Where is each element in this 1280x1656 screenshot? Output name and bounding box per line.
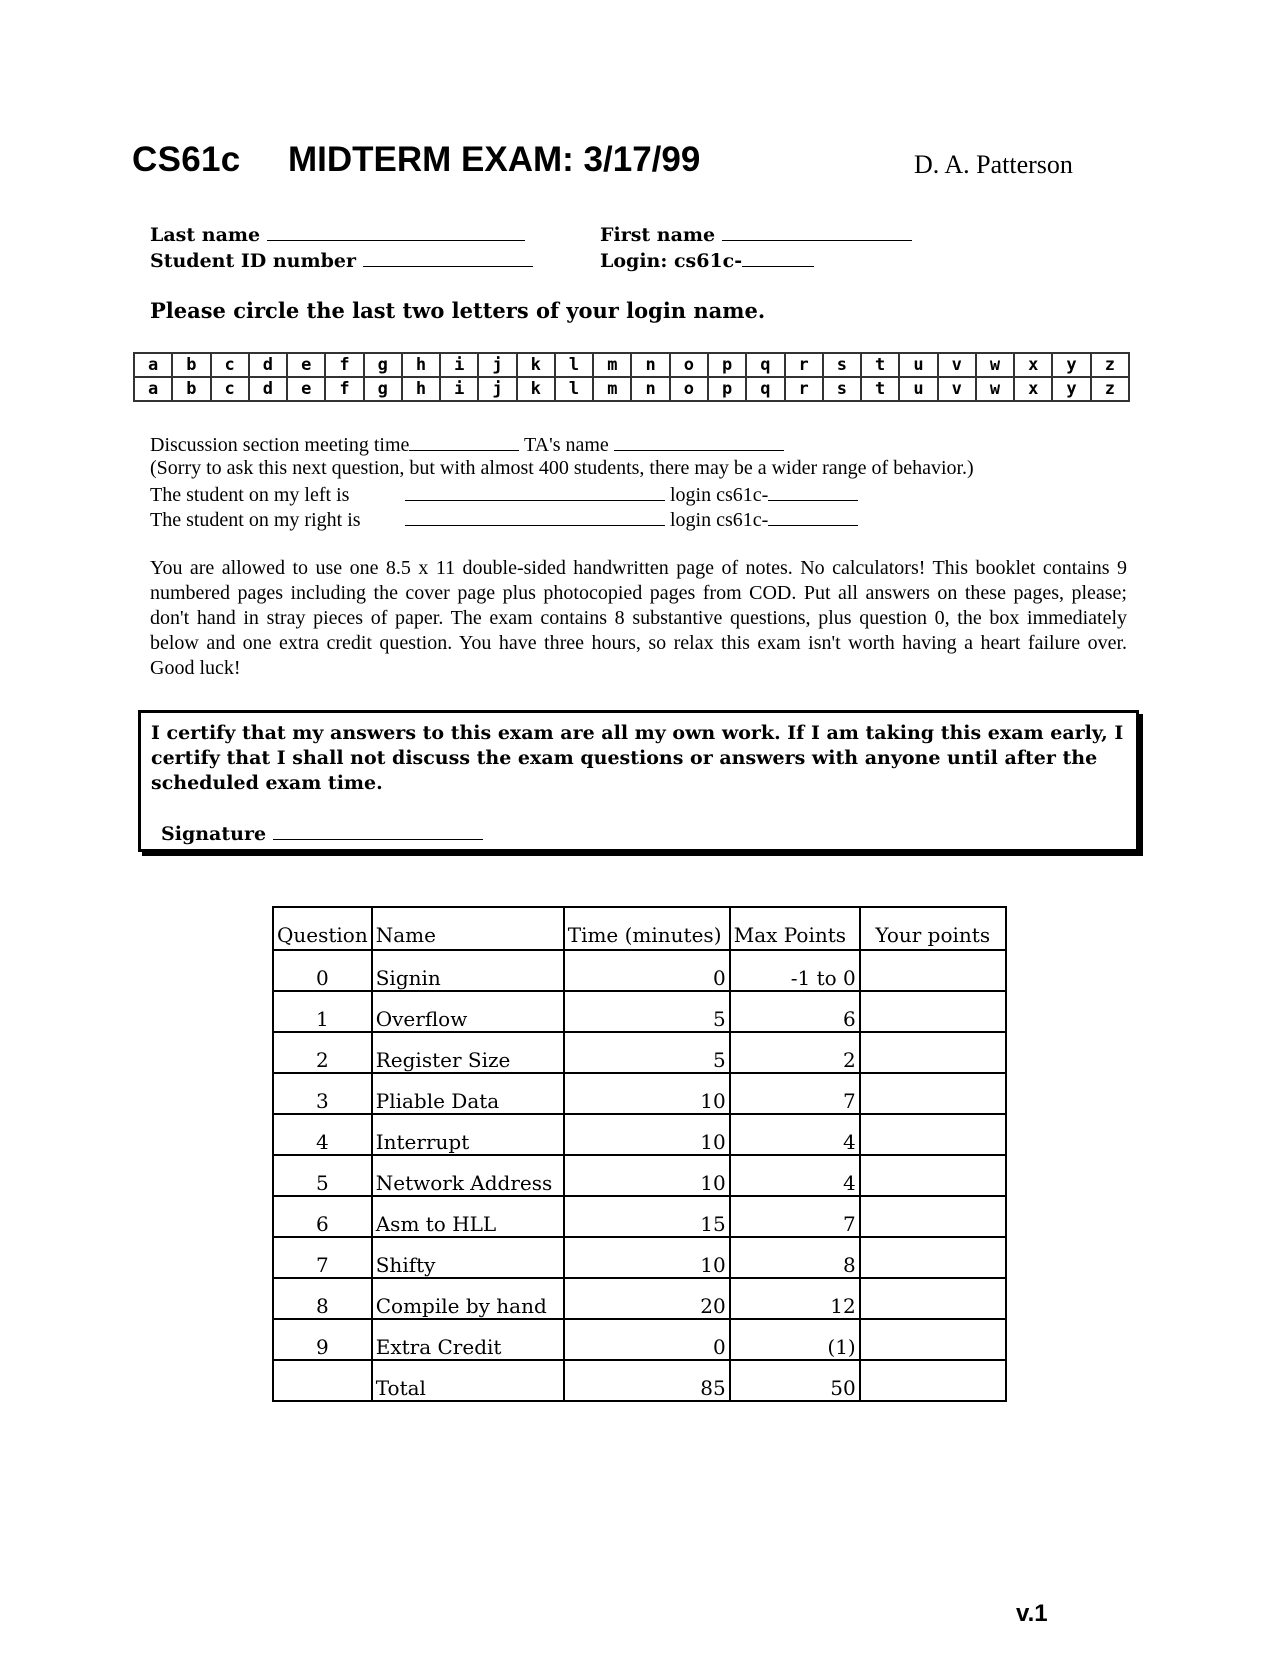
letter-cell-2-d[interactable]: d xyxy=(249,377,287,401)
letter-cell-1-s[interactable]: s xyxy=(823,353,861,377)
right-login-label: login cs61c- xyxy=(670,509,769,531)
letter-cell-2-j[interactable]: j xyxy=(478,377,516,401)
letter-cell-2-w[interactable]: w xyxy=(976,377,1014,401)
left-student-label: The student on my left is xyxy=(150,484,350,506)
letter-cell-1-n[interactable]: n xyxy=(631,353,669,377)
letter-cell-1-b[interactable]: b xyxy=(172,353,210,377)
question-cell: 9 xyxy=(273,1319,372,1360)
letter-cell-2-i[interactable]: i xyxy=(440,377,478,401)
letter-cell-1-p[interactable]: p xyxy=(708,353,746,377)
time-cell: 5 xyxy=(564,991,730,1032)
question-cell: 8 xyxy=(273,1278,372,1319)
letter-row-first xyxy=(134,353,1129,377)
exam-instructions: You are allowed to use one 8.5 x 11 double-sided handwritten page of notes. No calculators! This booklet contains 9 numbered pages including the cover page plus photocopied pages from COD. Put all answers on these pages, please; don't hand in stray pieces of paper. The exam contains 8 substantive questions, plus question 0, the box immediately below and one extra credit question. You have three hours, so relax this exam isn't worth having a heart failure over. Good luck! xyxy=(150,557,1127,679)
section-time-blank[interactable] xyxy=(409,432,519,451)
your-points-cell[interactable] xyxy=(860,1196,1006,1237)
letter-cell-1-l[interactable]: l xyxy=(555,353,593,377)
first-name-label: First name xyxy=(600,224,716,246)
letter-cell-1-a[interactable]: a xyxy=(134,353,172,377)
your-points-cell[interactable] xyxy=(860,950,1006,991)
name-cell: Register Size xyxy=(372,1032,564,1073)
time-cell: 0 xyxy=(564,1319,730,1360)
student-id-label: Student ID number xyxy=(150,250,356,272)
letter-cell-2-m[interactable]: m xyxy=(593,377,631,401)
letter-cell-2-r[interactable]: r xyxy=(785,377,823,401)
table-row xyxy=(273,1237,1006,1278)
letter-row-second xyxy=(134,377,1129,401)
name-cell: Asm to HLL xyxy=(372,1196,564,1237)
letter-cell-1-h[interactable]: h xyxy=(402,353,440,377)
letter-cell-2-b[interactable]: b xyxy=(172,377,210,401)
time-cell: 20 xyxy=(564,1278,730,1319)
name-cell: Overflow xyxy=(372,991,564,1032)
max-points-cell: 50 xyxy=(730,1360,860,1401)
first-name-blank[interactable] xyxy=(722,222,912,241)
name-cell: Shifty xyxy=(372,1237,564,1278)
letter-cell-2-u[interactable]: u xyxy=(899,377,937,401)
letter-cell-1-t[interactable]: t xyxy=(861,353,899,377)
certification-box xyxy=(138,710,1139,852)
certification-text: I certify that my answers to this exam are all my own work. If I am taking this exam early, I certify that I shall not discuss the exam questions or answers with anyone until after the scheduled exam time. xyxy=(151,722,1124,794)
time-cell: 10 xyxy=(564,1237,730,1278)
your-points-cell[interactable] xyxy=(860,991,1006,1032)
ta-name-blank[interactable] xyxy=(614,432,784,451)
max-points-cell: 7 xyxy=(730,1073,860,1114)
question-cell: 3 xyxy=(273,1073,372,1114)
left-login-blank[interactable] xyxy=(768,482,858,501)
circle-instruction: Please circle the last two letters of your login name. xyxy=(150,298,766,323)
table-row xyxy=(273,1360,1006,1401)
letter-cell-2-e[interactable]: e xyxy=(287,377,325,401)
question-cell: 2 xyxy=(273,1032,372,1073)
signature-blank[interactable] xyxy=(273,821,483,840)
letter-cell-2-x[interactable]: x xyxy=(1014,377,1052,401)
your-points-cell[interactable] xyxy=(860,1237,1006,1278)
time-cell: 0 xyxy=(564,950,730,991)
table-row xyxy=(273,1073,1006,1114)
last-name-label: Last name xyxy=(150,224,261,246)
name-cell: Network Address xyxy=(372,1155,564,1196)
letter-cell-2-k[interactable]: k xyxy=(517,377,555,401)
student-id-field xyxy=(150,248,533,272)
letter-cell-1-o[interactable]: o xyxy=(670,353,708,377)
author-name: D. A. Patterson xyxy=(914,150,1073,179)
letter-cell-2-y[interactable]: y xyxy=(1052,377,1090,401)
your-points-cell[interactable] xyxy=(860,1073,1006,1114)
question-cell: 1 xyxy=(273,991,372,1032)
max-points-cell: 8 xyxy=(730,1237,860,1278)
name-cell: Pliable Data xyxy=(372,1073,564,1114)
login-label: Login: cs61c- xyxy=(600,250,743,272)
your-points-cell[interactable] xyxy=(860,1278,1006,1319)
login-field xyxy=(600,248,814,272)
login-letter-grid xyxy=(133,352,1130,402)
question-cell: 0 xyxy=(273,950,372,991)
letter-cell-2-a[interactable]: a xyxy=(134,377,172,401)
score-table-header xyxy=(273,907,1006,950)
max-points-cell: 2 xyxy=(730,1032,860,1073)
name-cell: Extra Credit xyxy=(372,1319,564,1360)
your-points-cell[interactable] xyxy=(860,1155,1006,1196)
left-student-line xyxy=(150,482,858,507)
apology-note: (Sorry to ask this next question, but with almost 400 students, there may be a wider range of behavior.) xyxy=(150,457,974,479)
right-student-line xyxy=(150,507,858,532)
header-max-points: Max Points xyxy=(730,907,860,950)
max-points-cell: (1) xyxy=(730,1319,860,1360)
last-name-field xyxy=(150,222,525,246)
table-row xyxy=(273,950,1006,991)
letter-cell-1-i[interactable]: i xyxy=(440,353,478,377)
letter-cell-2-o[interactable]: o xyxy=(670,377,708,401)
letter-cell-1-x[interactable]: x xyxy=(1014,353,1052,377)
letter-cell-2-v[interactable]: v xyxy=(938,377,976,401)
table-row xyxy=(273,1278,1006,1319)
course-code: CS61c xyxy=(132,140,241,179)
max-points-cell: -1 to 0 xyxy=(730,950,860,991)
letter-cell-1-v[interactable]: v xyxy=(938,353,976,377)
first-name-field xyxy=(600,222,912,246)
your-points-cell[interactable] xyxy=(860,1360,1006,1401)
name-cell: Total xyxy=(372,1360,564,1401)
ta-name-label: TA's name xyxy=(524,434,609,456)
letter-cell-2-c[interactable]: c xyxy=(211,377,249,401)
right-login-blank[interactable] xyxy=(768,507,858,526)
table-row xyxy=(273,1032,1006,1073)
letter-cell-1-w[interactable]: w xyxy=(976,353,1014,377)
letter-cell-2-n[interactable]: n xyxy=(631,377,669,401)
letter-cell-2-l[interactable]: l xyxy=(555,377,593,401)
question-cell: 5 xyxy=(273,1155,372,1196)
login-blank[interactable] xyxy=(742,248,814,267)
time-cell: 10 xyxy=(564,1114,730,1155)
letter-cell-2-s[interactable]: s xyxy=(823,377,861,401)
header-question: Question xyxy=(273,907,372,950)
right-student-blank[interactable] xyxy=(405,507,665,526)
your-points-cell[interactable] xyxy=(860,1114,1006,1155)
table-row xyxy=(273,1319,1006,1360)
time-cell: 5 xyxy=(564,1032,730,1073)
letter-cell-2-q[interactable]: q xyxy=(746,377,784,401)
letter-cell-2-z[interactable]: z xyxy=(1091,377,1129,401)
discussion-line xyxy=(150,432,784,457)
question-cell: 6 xyxy=(273,1196,372,1237)
table-row xyxy=(273,1155,1006,1196)
letter-cell-2-g[interactable]: g xyxy=(364,377,402,401)
question-cell xyxy=(273,1360,372,1401)
last-name-blank[interactable] xyxy=(267,222,525,241)
letter-cell-2-f[interactable]: f xyxy=(325,377,363,401)
letter-cell-1-g[interactable]: g xyxy=(364,353,402,377)
time-cell: 10 xyxy=(564,1073,730,1114)
letter-cell-2-h[interactable]: h xyxy=(402,377,440,401)
letter-cell-1-r[interactable]: r xyxy=(785,353,823,377)
right-student-label: The student on my right is xyxy=(150,509,361,531)
name-cell: Interrupt xyxy=(372,1114,564,1155)
max-points-cell: 4 xyxy=(730,1155,860,1196)
letter-cell-1-e[interactable]: e xyxy=(287,353,325,377)
max-points-cell: 4 xyxy=(730,1114,860,1155)
letter-cell-1-d[interactable]: d xyxy=(249,353,287,377)
time-cell: 85 xyxy=(564,1360,730,1401)
letter-cell-1-m[interactable]: m xyxy=(593,353,631,377)
name-cell: Signin xyxy=(372,950,564,991)
letter-cell-2-t[interactable]: t xyxy=(861,377,899,401)
time-cell: 10 xyxy=(564,1155,730,1196)
name-cell: Compile by hand xyxy=(372,1278,564,1319)
your-points-cell[interactable] xyxy=(860,1319,1006,1360)
question-cell: 4 xyxy=(273,1114,372,1155)
letter-cell-1-u[interactable]: u xyxy=(899,353,937,377)
question-cell: 7 xyxy=(273,1237,372,1278)
max-points-cell: 7 xyxy=(730,1196,860,1237)
letter-cell-1-q[interactable]: q xyxy=(746,353,784,377)
max-points-cell: 12 xyxy=(730,1278,860,1319)
letter-cell-1-f[interactable]: f xyxy=(325,353,363,377)
letter-cell-1-j[interactable]: j xyxy=(478,353,516,377)
version-label: v.1 xyxy=(1016,1600,1048,1627)
score-table xyxy=(272,906,1007,1402)
section-time-label: Discussion section meeting time xyxy=(150,434,410,456)
letter-cell-1-z[interactable]: z xyxy=(1091,353,1129,377)
letter-cell-1-k[interactable]: k xyxy=(517,353,555,377)
header-name: Name xyxy=(372,907,564,950)
exam-title: MIDTERM EXAM: 3/17/99 xyxy=(288,140,701,179)
left-student-blank[interactable] xyxy=(405,482,665,501)
table-row xyxy=(273,991,1006,1032)
header-your-points: Your points xyxy=(860,907,1006,950)
signature-field xyxy=(161,821,483,845)
left-login-label: login cs61c- xyxy=(670,484,769,506)
letter-cell-2-p[interactable]: p xyxy=(708,377,746,401)
student-id-blank[interactable] xyxy=(363,248,533,267)
header-time: Time (minutes) xyxy=(564,907,730,950)
table-row xyxy=(273,1196,1006,1237)
table-row xyxy=(273,1114,1006,1155)
time-cell: 15 xyxy=(564,1196,730,1237)
signature-label: Signature xyxy=(161,823,267,845)
your-points-cell[interactable] xyxy=(860,1032,1006,1073)
letter-cell-1-c[interactable]: c xyxy=(211,353,249,377)
letter-cell-1-y[interactable]: y xyxy=(1052,353,1090,377)
max-points-cell: 6 xyxy=(730,991,860,1032)
